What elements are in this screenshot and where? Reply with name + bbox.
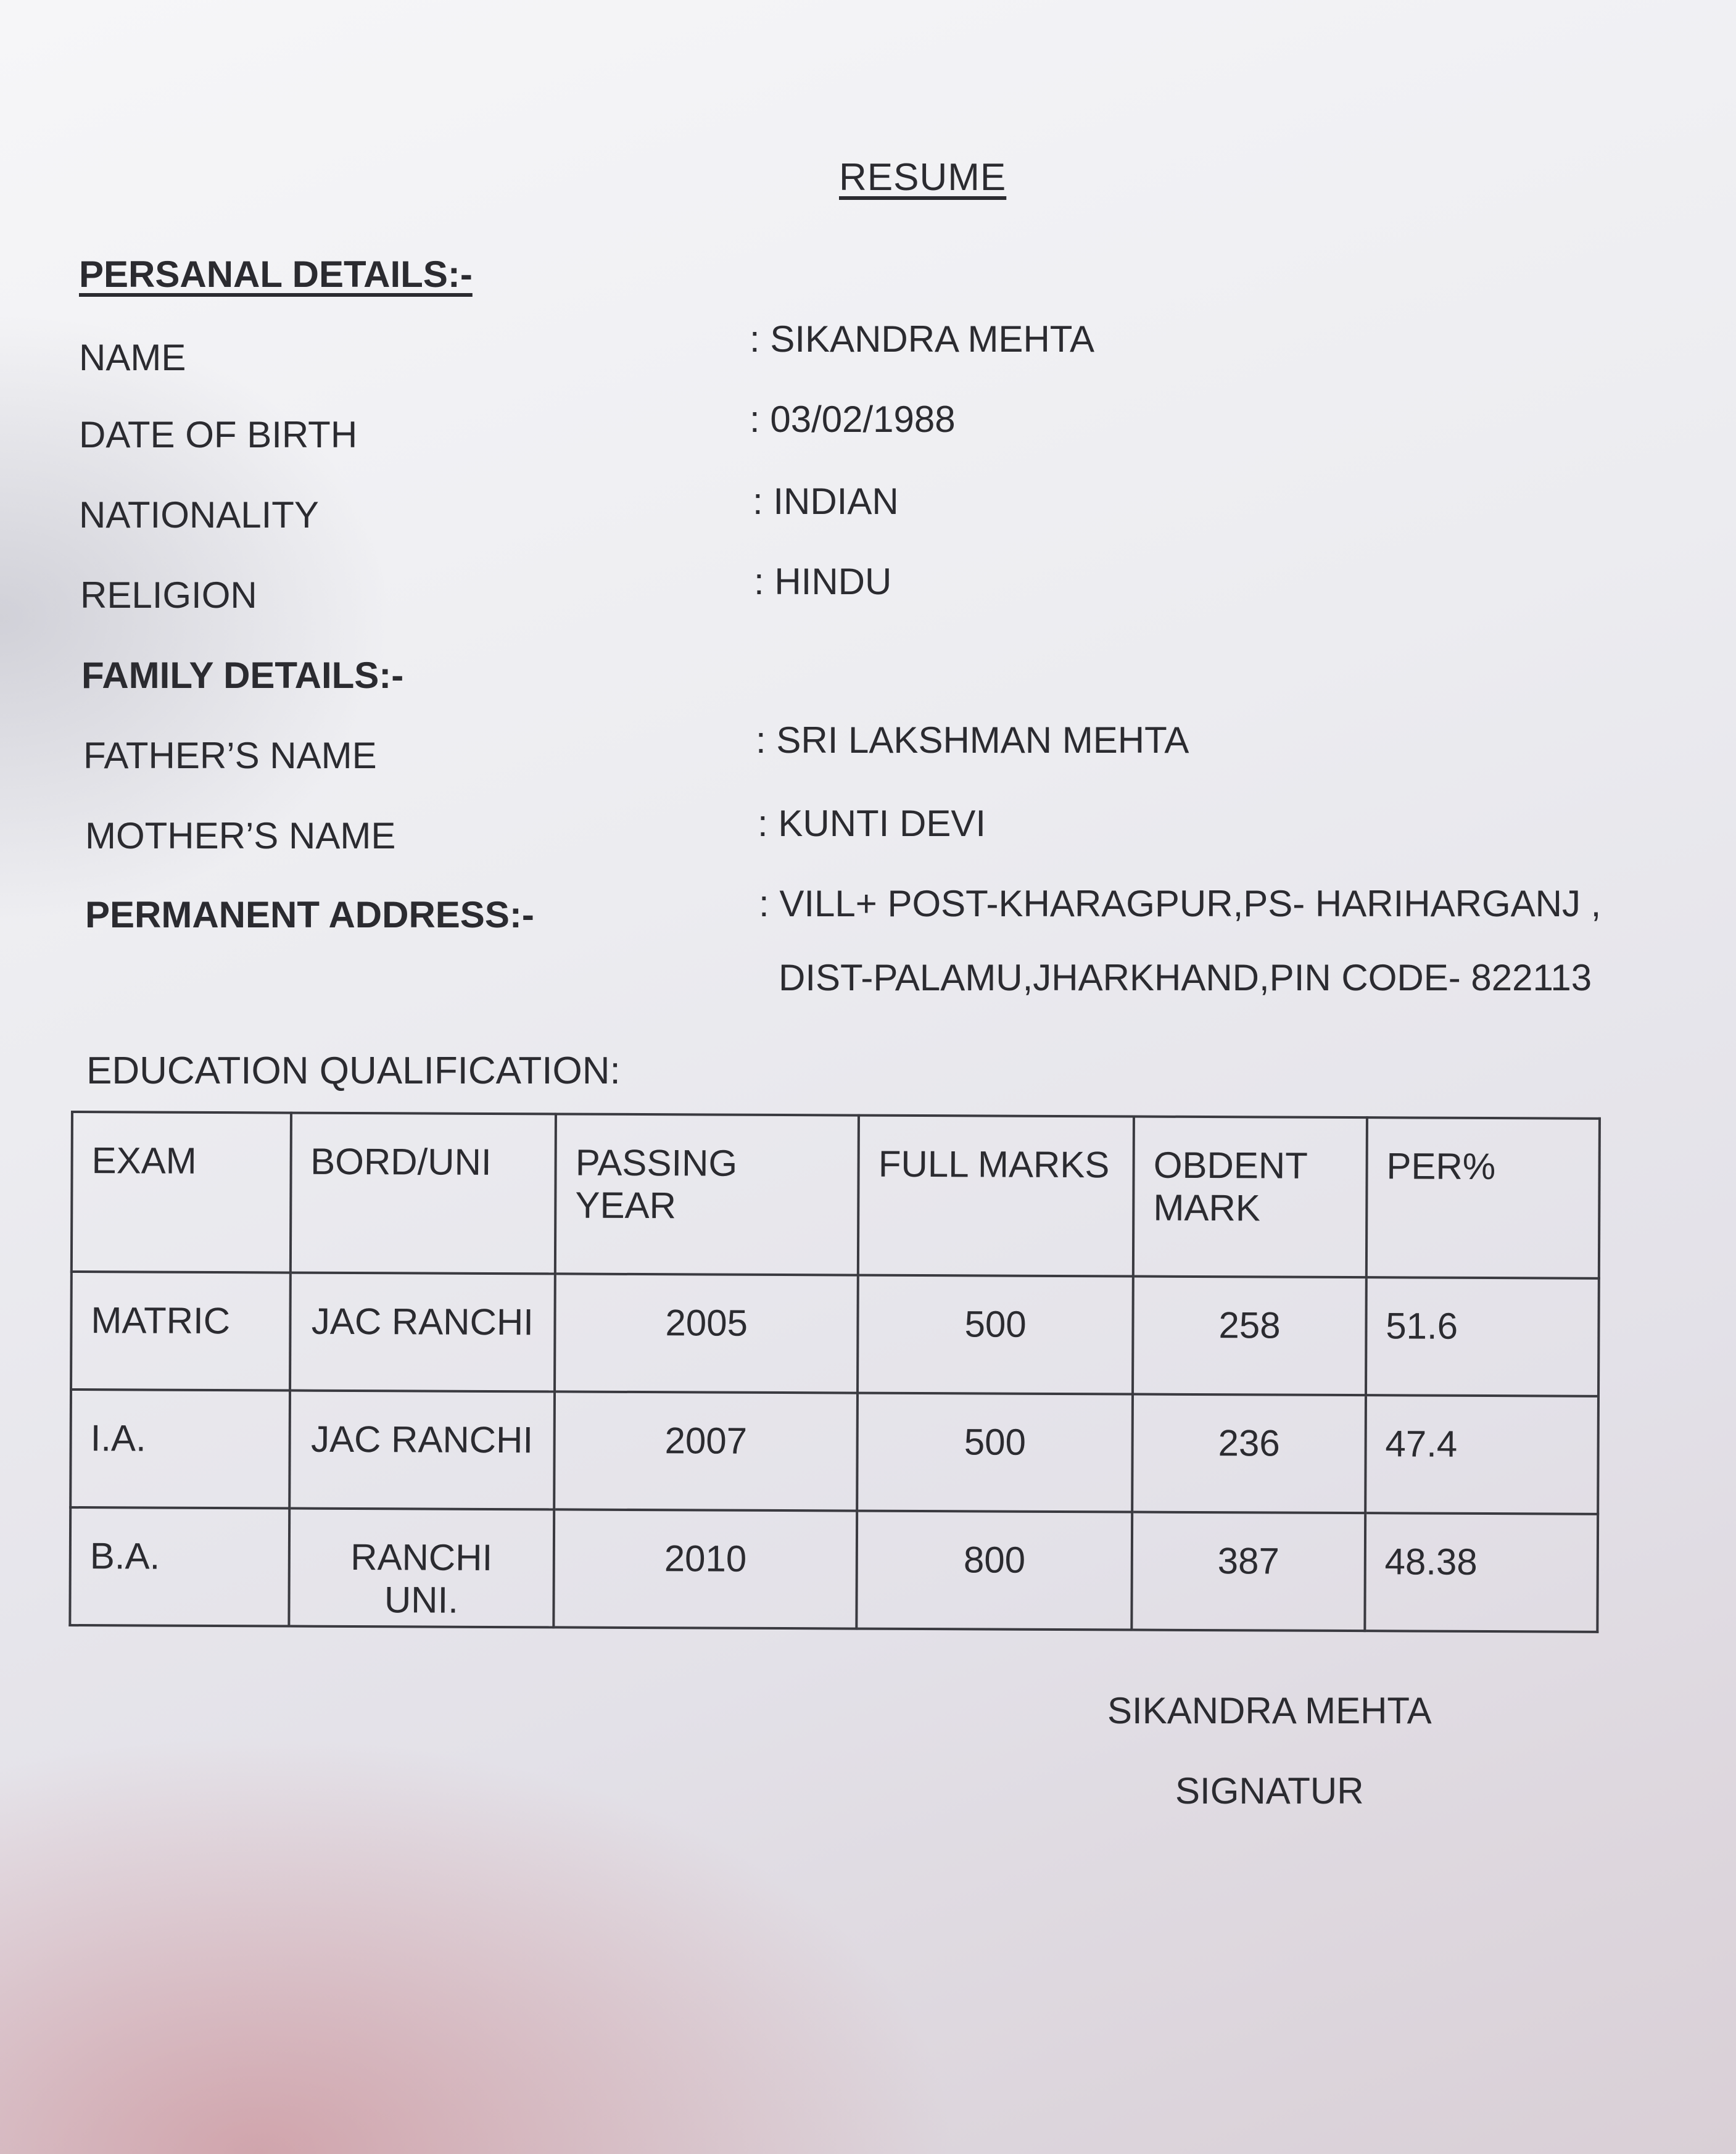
- cell-board: RANCHI UNI.: [289, 1509, 554, 1628]
- cell-board: JAC RANCHI: [290, 1273, 555, 1392]
- personal-details-heading: PERSANAL DETAILS:-: [79, 254, 473, 295]
- header-exam: EXAM: [72, 1112, 291, 1273]
- header-passing-year: PASSING YEAR: [555, 1114, 859, 1275]
- header-obtained-mark: [1133, 1117, 1367, 1278]
- cell-exam: I.A.: [70, 1390, 289, 1509]
- cell-year: 2005: [555, 1274, 858, 1393]
- table-row: [70, 1507, 1598, 1632]
- dob-label: DATE OF BIRTH: [79, 414, 358, 455]
- header-board: BORD/UNI: [290, 1113, 556, 1274]
- cell-exam: MATRIC: [71, 1272, 290, 1391]
- cell-obtained: 387: [1132, 1512, 1365, 1631]
- education-table: [68, 1111, 1601, 1633]
- dob-value: : 03/02/1988: [750, 399, 956, 440]
- name-label: NAME: [79, 337, 186, 378]
- cell-full-marks: 800: [857, 1511, 1133, 1630]
- education-heading: EDUCATION QUALIFICATION:: [86, 1050, 621, 1092]
- cell-year: 2007: [554, 1391, 858, 1510]
- nationality-label: NATIONALITY: [79, 494, 319, 536]
- father-name-value: : SRI LAKSHMAN MEHTA: [756, 719, 1189, 761]
- mother-name-value: : KUNTI DEVI: [758, 803, 986, 844]
- cell-full-marks: 500: [858, 1275, 1133, 1394]
- father-name-label: FATHER’S NAME: [83, 735, 377, 776]
- document-title: RESUME: [839, 156, 1007, 199]
- religion-value: : HINDU: [754, 561, 892, 602]
- header-obtained-line2: MARK: [1153, 1187, 1261, 1229]
- signature-label: SIGNATUR: [1175, 1770, 1364, 1812]
- religion-label: RELIGION: [80, 574, 257, 616]
- cell-percent: 51.6: [1366, 1277, 1599, 1396]
- address-line-1: : VILL+ POST-KHARAGPUR,PS- HARIHARGANJ ,: [759, 883, 1602, 924]
- nationality-value: : INDIAN: [753, 481, 899, 522]
- table-header-row: [72, 1112, 1600, 1278]
- mother-name-label: MOTHER’S NAME: [85, 815, 396, 856]
- signature-name: SIKANDRA MEHTA: [1107, 1690, 1432, 1731]
- header-full-marks: FULL MARKS: [858, 1116, 1134, 1277]
- table-row: [71, 1272, 1599, 1396]
- cell-obtained: 236: [1132, 1394, 1365, 1514]
- cell-obtained: 258: [1133, 1277, 1366, 1396]
- cell-year: 2010: [554, 1509, 858, 1628]
- header-percent: PER%: [1366, 1117, 1600, 1278]
- header-obtained-line1: OBDENT: [1153, 1144, 1308, 1187]
- address-line-2: DIST-PALAMU,JHARKHAND,PIN CODE- 822113: [779, 957, 1592, 998]
- cell-full-marks: 500: [857, 1393, 1133, 1512]
- family-details-heading: FAMILY DETAILS:-: [81, 655, 404, 696]
- cell-percent: 48.38: [1365, 1513, 1598, 1632]
- name-value: : SIKANDRA MEHTA: [750, 318, 1094, 360]
- cell-percent: 47.4: [1365, 1395, 1598, 1514]
- table-row: [70, 1390, 1598, 1514]
- cell-board: JAC RANCHI: [289, 1391, 555, 1510]
- permanent-address-label: PERMANENT ADDRESS:-: [85, 894, 534, 935]
- cell-exam: B.A.: [70, 1507, 289, 1626]
